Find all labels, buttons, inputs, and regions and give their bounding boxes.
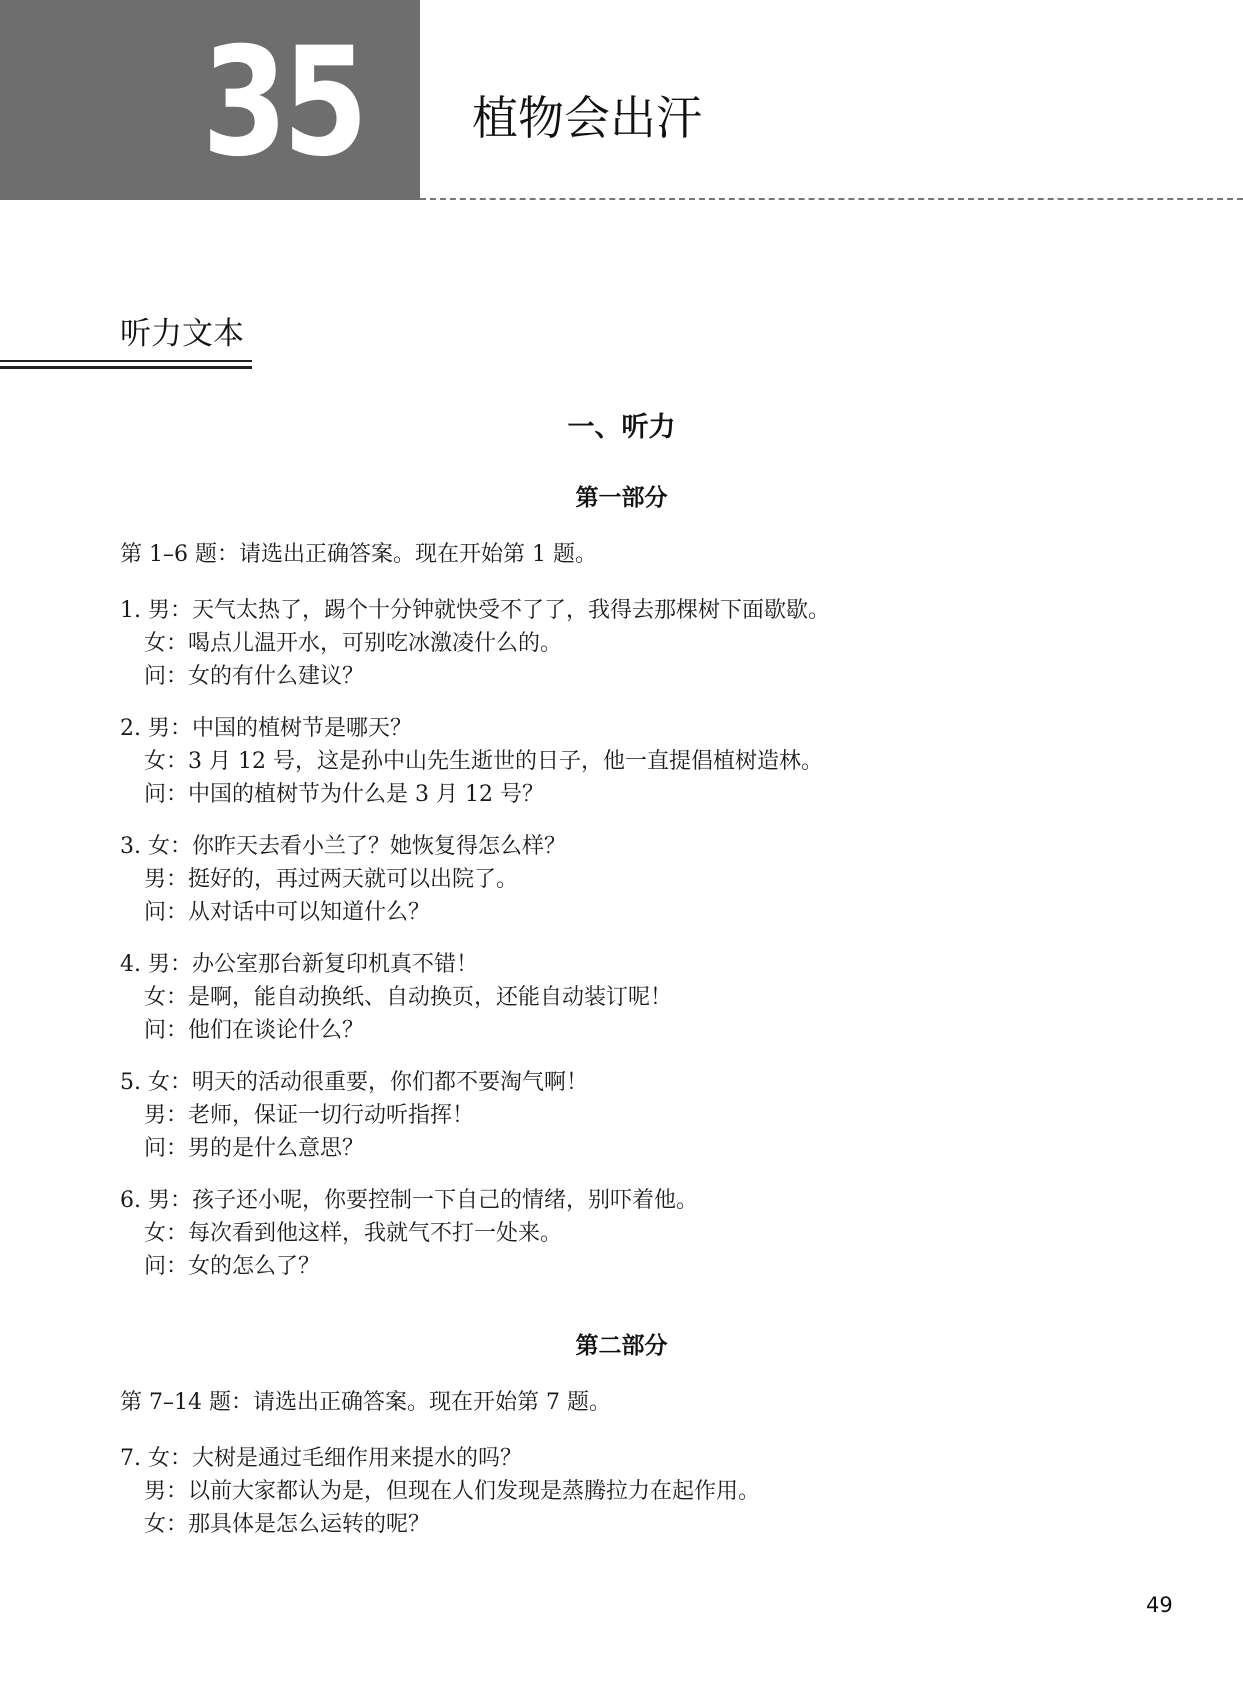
question-line: 问：女的有什么建议？ bbox=[144, 664, 365, 689]
heading-underline-double bbox=[0, 366, 252, 369]
subpart-2-instruction: 第 7–14 题：请选出正确答案。现在开始第 7 题。 bbox=[120, 1390, 611, 1415]
question-line: 问：从对话中可以知道什么？ bbox=[144, 900, 431, 925]
question-line: 问：女的怎么了？ bbox=[144, 1254, 321, 1279]
page-number: 49 bbox=[1146, 1593, 1173, 1617]
question-line: 3. 女：你昨天去看小兰了？她恢复得怎么样？ bbox=[120, 834, 566, 859]
heading-underline bbox=[0, 360, 252, 362]
question-6 bbox=[120, 1184, 698, 1283]
question-5 bbox=[120, 1066, 588, 1165]
question-line: 女：每次看到他这样，我就气不打一处来。 bbox=[144, 1221, 563, 1246]
question-line: 4. 男：办公室那台新复印机真不错！ bbox=[120, 952, 478, 977]
section-heading: 听力文本 bbox=[120, 316, 244, 352]
question-line: 男：挺好的，再过两天就可以出院了。 bbox=[144, 867, 519, 892]
subpart-2-title: 第二部分 bbox=[575, 1333, 668, 1359]
header-dashed-divider bbox=[420, 198, 1243, 200]
question-line: 女：喝点儿温开水，可别吃冰激凌什么的。 bbox=[144, 631, 563, 656]
question-7 bbox=[120, 1442, 760, 1541]
question-line: 7. 女：大树是通过毛细作用来提水的吗？ bbox=[120, 1446, 522, 1471]
question-line: 男：以前大家都认为是，但现在人们发现是蒸腾拉力在起作用。 bbox=[144, 1479, 761, 1504]
lesson-title: 植物会出汗 bbox=[472, 91, 702, 145]
question-4 bbox=[120, 948, 672, 1047]
question-line: 2. 男：中国的植树节是哪天？ bbox=[120, 716, 412, 741]
part-one-title: 一、听力 bbox=[567, 412, 676, 443]
question-line: 问：中国的植树节为什么是 3 月 12 号？ bbox=[144, 782, 544, 807]
question-2 bbox=[120, 712, 823, 811]
question-1 bbox=[120, 594, 830, 693]
question-line: 女：3 月 12 号，这是孙中山先生逝世的日子，他一直提倡植树造林。 bbox=[144, 749, 823, 774]
question-line: 1. 男：天气太热了，踢个十分钟就快受不了了，我得去那棵树下面歇歇。 bbox=[120, 598, 830, 623]
question-line: 问：他们在谈论什么？ bbox=[144, 1018, 365, 1043]
question-line: 问：男的是什么意思？ bbox=[144, 1136, 365, 1161]
question-line: 女：是啊，能自动换纸、自动换页，还能自动装订呢！ bbox=[144, 985, 673, 1010]
lesson-number: 35 bbox=[202, 16, 364, 190]
subpart-1-title: 第一部分 bbox=[575, 485, 668, 511]
subpart-1-instruction: 第 1–6 题：请选出正确答案。现在开始第 1 题。 bbox=[120, 542, 597, 567]
question-line: 6. 男：孩子还小呢，你要控制一下自己的情绪，别吓着他。 bbox=[120, 1188, 698, 1213]
question-line: 5. 女：明天的活动很重要，你们都不要淘气啊！ bbox=[120, 1070, 588, 1095]
question-line: 女：那具体是怎么运转的呢？ bbox=[144, 1512, 431, 1537]
question-line: 男：老师，保证一切行动听指挥！ bbox=[144, 1103, 475, 1128]
question-3 bbox=[120, 830, 566, 929]
